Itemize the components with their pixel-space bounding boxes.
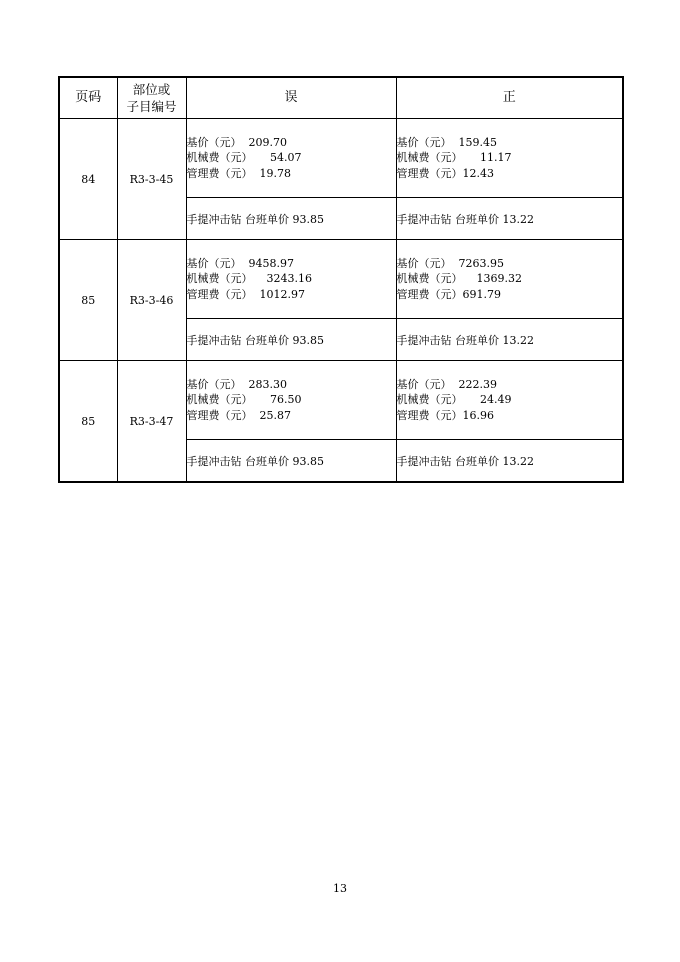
correct-values-cell: [396, 119, 623, 198]
wrong-values-cell: [186, 361, 396, 440]
wrong-management-fee: 管理费（元） 19.78: [186, 166, 291, 180]
wrong-machine-fee: 机械费（元） 54.07: [186, 151, 302, 165]
table-row: [59, 240, 623, 319]
correct-management-fee: 管理费（元）12.43: [396, 166, 494, 180]
correct-base-price: 基价（元） 7263.95: [396, 256, 504, 270]
page-number-cell: 85: [59, 240, 117, 361]
header-item: [117, 77, 186, 119]
correct-unit-price-cell: 手提冲击钻 台班单价 13.22: [396, 198, 623, 240]
item-code-cell: R3-3-45: [117, 119, 186, 240]
item-code-cell: R3-3-46: [117, 240, 186, 361]
header-row: [59, 77, 623, 119]
wrong-unit-price-cell: 手提冲击钻 台班单价 93.85: [186, 440, 396, 483]
page-number-cell: 85: [59, 361, 117, 483]
wrong-values-cell: [186, 240, 396, 319]
wrong-machine-fee: 机械费（元） 76.50: [186, 393, 302, 407]
header-page: 页码: [59, 77, 117, 119]
correct-values-cell: [396, 361, 623, 440]
correct-base-price: 基价（元） 222.39: [396, 377, 497, 391]
page-number-cell: 84: [59, 119, 117, 240]
correct-management-fee: 管理费（元）691.79: [396, 287, 501, 301]
correct-machine-fee: 机械费（元） 11.17: [396, 151, 512, 165]
item-code-cell: R3-3-47: [117, 361, 186, 483]
wrong-unit-price-cell: 手提冲击钻 台班单价 93.85: [186, 319, 396, 361]
wrong-values-cell: [186, 119, 396, 198]
header-correct: 正: [396, 77, 623, 119]
correct-machine-fee: 机械费（元） 1369.32: [396, 272, 522, 286]
header-item-line1: 部位或: [132, 82, 171, 97]
correct-unit-price-cell: 手提冲击钻 台班单价 13.22: [396, 440, 623, 483]
wrong-base-price: 基价（元） 9458.97: [186, 256, 294, 270]
table-row: [59, 361, 623, 440]
wrong-management-fee: 管理费（元） 25.87: [186, 408, 291, 422]
wrong-machine-fee: 机械费（元） 3243.16: [186, 272, 312, 286]
wrong-management-fee: 管理费（元） 1012.97: [186, 287, 305, 301]
wrong-unit-price-cell: 手提冲击钻 台班单价 93.85: [186, 198, 396, 240]
table-row: [59, 119, 623, 198]
correct-machine-fee: 机械费（元） 24.49: [396, 393, 512, 407]
correct-values-cell: [396, 240, 623, 319]
header-item-line2: 子目编号: [126, 99, 177, 114]
page-footer-number: 13: [333, 882, 347, 895]
correct-management-fee: 管理费（元）16.96: [396, 408, 494, 422]
correct-base-price: 基价（元） 159.45: [396, 135, 497, 149]
errata-table: [58, 76, 624, 483]
wrong-base-price: 基价（元） 283.30: [186, 377, 287, 391]
correct-unit-price-cell: 手提冲击钻 台班单价 13.22: [396, 319, 623, 361]
wrong-base-price: 基价（元） 209.70: [186, 135, 287, 149]
header-wrong: 误: [186, 77, 396, 119]
